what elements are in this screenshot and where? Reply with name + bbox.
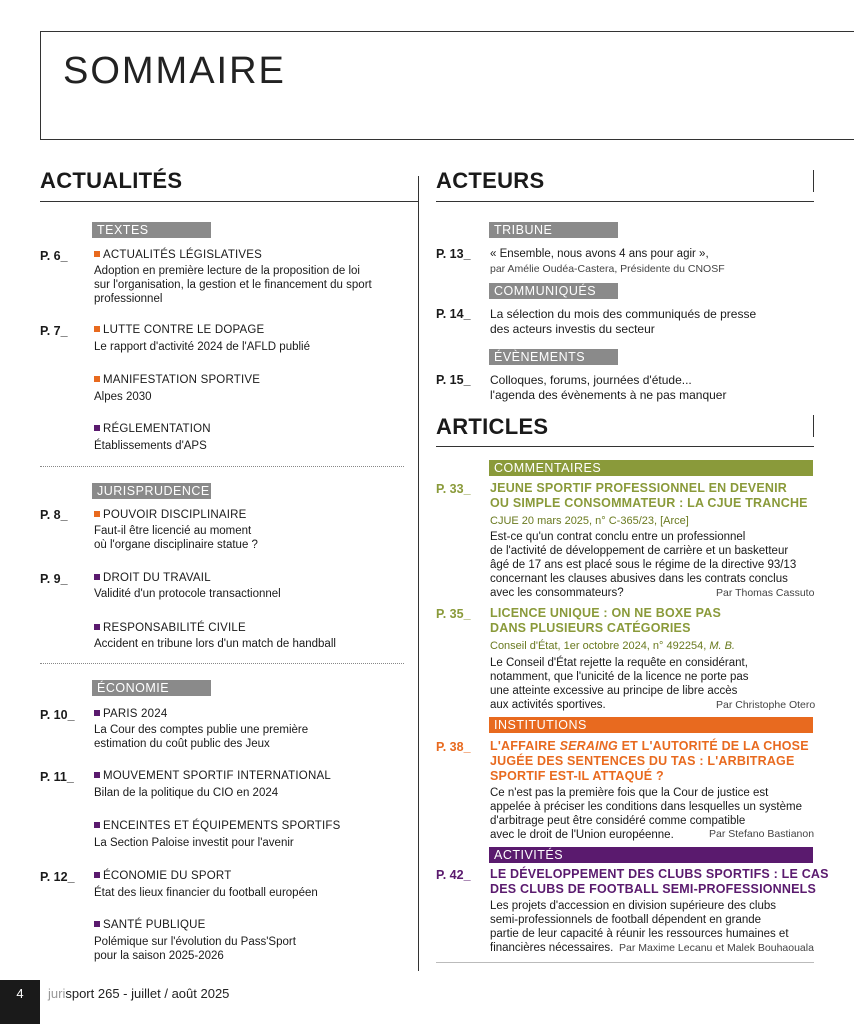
toc-item-head[interactable]: RÉGLEMENTATION	[94, 423, 211, 435]
toc-item-head[interactable]: ÉCONOMIE DU SPORT	[94, 870, 231, 882]
bullet-square	[94, 574, 100, 580]
dotted-divider	[40, 466, 404, 467]
page-ref: P. 6_	[40, 249, 68, 263]
toc-item-desc: Faut-il être licencié au moment où l'organe disciplinaire statue ?	[94, 525, 258, 551]
section-heading-acteurs: ACTEURS	[436, 168, 545, 193]
toc-item-desc: Validité d'un protocole transactionnel	[94, 588, 281, 600]
toc-item-desc[interactable]: « Ensemble, nous avons 4 ans pour agir »,	[490, 248, 709, 260]
divider	[436, 962, 814, 963]
toc-item-desc: Accident en tribune lors d'un match de handball	[94, 638, 336, 650]
dotted-divider	[40, 663, 404, 664]
bullet-square	[94, 511, 100, 517]
page-ref: P. 33_	[436, 482, 471, 496]
bullet-square	[94, 326, 100, 332]
article-reference: CJUE 20 mars 2025, n° C-365/23, [Arce]	[490, 515, 689, 527]
page-ref: P. 12_	[40, 870, 75, 884]
toc-item-desc: État des lieux financier du football européen	[94, 887, 318, 899]
article-summary: Ce n'est pas la première fois que la Cour de justice est appelée à préciser les conditions dans lesquelles un système d'arbitrage peut être considéré comme compatible avec le droit de l'Union européenne.	[490, 787, 802, 841]
page-title: SOMMAIRE	[63, 50, 286, 92]
article-summary: Est-ce qu'un contrat conclu entre un professionnel de l'activité de développement de carrière et un basketteur âgé de 17 ans est placé sous le régime de la directive 93/13 concernant les clauses abusives dans les contrats conclus avec les consommateurs?	[490, 531, 797, 599]
band-activites: ACTIVITÉS	[489, 847, 813, 863]
page-ref: P. 7_	[40, 324, 68, 338]
toc-item-head[interactable]: SANTÉ PUBLIQUE	[94, 919, 206, 931]
article-reference: Conseil d'État, 1er octobre 2024, n° 492254, M. B.	[490, 640, 735, 652]
divider	[436, 446, 814, 447]
divider-tick	[813, 415, 814, 437]
band-institutions: INSTITUTIONS	[489, 717, 813, 733]
article-summary: Le Conseil d'État rejette la requête en considérant, notamment, que l'unicité de la licence ne porte pas une atteinte excessive au principe de libre accès aux activités sportives.	[490, 657, 749, 711]
article-author: Par Maxime Lecanu et Malek Bouhaouala	[619, 942, 814, 954]
article-title[interactable]: LE DÉVELOPPEMENT DES CLUBS SPORTIFS : LE CAS DES CLUBS DE FOOTBALL SEMI-PROFESSIONNELS	[490, 867, 829, 896]
toc-item-author: par Amélie Oudéa-Castera, Présidente du CNOSF	[490, 263, 725, 275]
bullet-square	[94, 822, 100, 828]
article-summary: Les projets d'accession en division supérieure des clubs semi-professionnels de football dépendent en grande partie de leur capacité à réunir les ressources humaines et financières nécessaires.	[490, 900, 789, 954]
toc-item-head[interactable]: PARIS 2024	[94, 708, 167, 720]
bullet-square	[94, 710, 100, 716]
page-ref: P. 13_	[436, 247, 471, 261]
bullet-square	[94, 425, 100, 431]
article-title[interactable]: JEUNE SPORTIF PROFESSIONNEL EN DEVENIR OU SIMPLE CONSOMMATEUR : LA CJUE TRANCHE	[490, 481, 808, 510]
page-ref: P. 9_	[40, 572, 68, 586]
bullet-square	[94, 772, 100, 778]
divider-tick	[813, 170, 814, 192]
article-author: Par Stefano Bastianon	[709, 828, 815, 840]
band-commentaires: COMMENTAIRES	[489, 460, 813, 476]
band-jurisprudence: JURISPRUDENCE	[92, 483, 211, 499]
article-title[interactable]: L'AFFAIRE SERAING ET L'AUTORITÉ DE LA CHOSE JUGÉE DES SENTENCES DU TAS : L'ARBITRAGE SPORTIF EST-IL ATTAQUÉ ?	[490, 739, 809, 783]
page-number: 4	[0, 980, 40, 1024]
toc-item-head[interactable]: ACTUALITÉS LÉGISLATIVES	[94, 249, 262, 261]
page-ref: P. 11_	[40, 770, 74, 784]
band-textes: TEXTES	[92, 222, 211, 238]
band-evenements: ÉVÈNEMENTS	[489, 349, 618, 365]
article-author: Par Christophe Otero	[716, 699, 816, 711]
toc-item-head[interactable]: ENCEINTES ET ÉQUIPEMENTS SPORTIFS	[94, 820, 341, 832]
toc-item-desc: Bilan de la politique du CIO en 2024	[94, 787, 279, 799]
page-ref: P. 35_	[436, 607, 471, 621]
divider	[40, 201, 418, 202]
band-communiques: COMMUNIQUÉS	[489, 283, 618, 299]
toc-item-head[interactable]: RESPONSABILITÉ CIVILE	[94, 622, 246, 634]
section-heading-articles: ARTICLES	[436, 414, 549, 439]
toc-item-desc: Polémique sur l'évolution du Pass'Sport pour la saison 2025-2026	[94, 936, 296, 962]
page-ref: P. 15_	[436, 373, 471, 387]
toc-item-desc: La Cour des comptes publie une première estimation du coût public des Jeux	[94, 724, 309, 750]
toc-item-head[interactable]: LUTTE CONTRE LE DOPAGE	[94, 324, 264, 336]
page-ref: P. 10_	[40, 708, 75, 722]
toc-item-head[interactable]: DROIT DU TRAVAIL	[94, 572, 211, 584]
footer-issue: jurisport 265 - juillet / août 2025	[48, 986, 230, 1001]
page-ref: P. 14_	[436, 307, 471, 321]
toc-item-desc[interactable]: Colloques, forums, journées d'étude... l'agenda des évènements à ne pas manquer	[490, 373, 727, 402]
page-ref: P. 38_	[436, 740, 471, 754]
toc-item-desc: Adoption en première lecture de la proposition de loi sur l'organisation, la gestion et le financement du sport professionnel	[94, 265, 372, 305]
bullet-square	[94, 376, 100, 382]
article-author: Par Thomas Cassuto	[716, 587, 815, 599]
toc-item-desc: Alpes 2030	[94, 391, 152, 403]
toc-item-head[interactable]: POUVOIR DISCIPLINAIRE	[94, 509, 247, 521]
page-ref: P. 42_	[436, 868, 471, 882]
toc-item-desc[interactable]: La sélection du mois des communiqués de presse des acteurs investis du secteur	[490, 307, 757, 336]
toc-item-head[interactable]: MANIFESTATION SPORTIVE	[94, 374, 260, 386]
section-heading-actualites: ACTUALITÉS	[40, 168, 183, 193]
article-title[interactable]: LICENCE UNIQUE : ON NE BOXE PAS DANS PLUSIEURS CATÉGORIES	[490, 606, 721, 635]
band-tribune: TRIBUNE	[489, 222, 618, 238]
bullet-square	[94, 251, 100, 257]
divider	[436, 201, 814, 202]
toc-item-desc: Le rapport d'activité 2024 de l'AFLD publié	[94, 341, 310, 353]
bullet-square	[94, 872, 100, 878]
bullet-square	[94, 921, 100, 927]
toc-item-desc: Établissements d'APS	[94, 440, 207, 452]
toc-item-desc: La Section Paloise investit pour l'avenir	[94, 837, 294, 849]
page-ref: P. 8_	[40, 508, 68, 522]
band-economie: ÉCONOMIE	[92, 680, 211, 696]
bullet-square	[94, 624, 100, 630]
toc-item-head[interactable]: MOUVEMENT SPORTIF INTERNATIONAL	[94, 770, 331, 782]
column-divider	[418, 176, 419, 971]
